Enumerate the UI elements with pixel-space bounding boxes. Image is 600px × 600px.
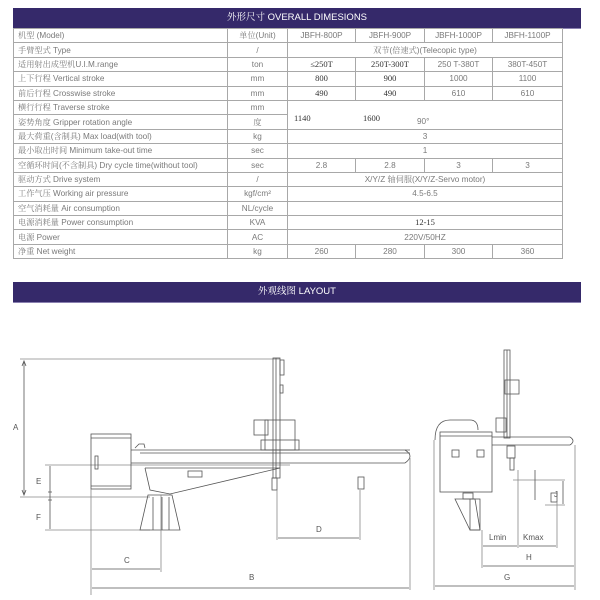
row-param: 电源 Power [14, 230, 228, 244]
row-span-value [288, 115, 563, 129]
row-value: 360 [493, 244, 563, 258]
header-model: JBFH-1100P [493, 29, 563, 43]
row-value: 2.8 [288, 158, 356, 172]
table-row [14, 86, 563, 100]
row-value: 250 T-380T [425, 57, 493, 71]
row-value: 610 [493, 86, 563, 100]
row-param: 驱动方式 Drive system [14, 172, 228, 186]
row-value: 1000 [425, 72, 493, 86]
table-row [14, 216, 563, 230]
row-value: 3 [493, 158, 563, 172]
row-value: 490 [356, 86, 425, 100]
row-unit: sec [228, 158, 288, 172]
rotation-span-value: 90° [417, 117, 430, 127]
row-unit: mm [228, 72, 288, 86]
row-param: 横行行程 Traverse stroke [14, 100, 228, 114]
dim-label-f: F [36, 513, 41, 522]
row-unit: ton [228, 57, 288, 71]
row-unit: 度 [228, 115, 288, 129]
table-row [14, 201, 563, 215]
row-value: 490 [288, 86, 356, 100]
row-unit: mm [228, 100, 288, 114]
row-unit: mm [228, 86, 288, 100]
row-value: 900 [356, 72, 425, 86]
dim-label-h: H [526, 553, 532, 562]
row-param: 空循环时间(不含制具) Dry cycle time(without tool) [14, 158, 228, 172]
table-row [14, 57, 563, 71]
row-span-value: X/Y/Z 轴伺服(X/Y/Z-Servo motor) [288, 172, 563, 186]
front-view-drawing [434, 350, 575, 590]
row-unit: / [228, 43, 288, 57]
row-span-value: 4.5-6.5 [288, 187, 563, 201]
row-value: 260 [288, 244, 356, 258]
row-unit: KVA [228, 216, 288, 230]
row-value: ≤250T [288, 57, 356, 71]
row-span-value: 220V/50HZ [288, 230, 563, 244]
table-row [14, 43, 563, 57]
row-span-value: 双节(倍速式)(Telecopic type) [288, 43, 563, 57]
side-view-drawing [20, 358, 410, 595]
table-row [14, 129, 563, 143]
layout-section-title: 外观线图 LAYOUT [13, 282, 581, 303]
row-param: 上下行程 Vertical stroke [14, 72, 228, 86]
header-param: 机型 (Model) [14, 29, 228, 43]
dim-label-a: A [13, 423, 19, 432]
dim-label-lmin: Lmin [489, 533, 507, 542]
rotation-value-800: 1140 [294, 114, 311, 124]
row-span-value: 12-15 [288, 216, 563, 230]
row-unit: NL/cycle [228, 201, 288, 215]
row-unit: kg [228, 244, 288, 258]
row-param: 手臂型式 Type [14, 43, 228, 57]
table-row [14, 100, 563, 114]
dim-label-j: J [554, 490, 558, 499]
row-value: 300 [425, 244, 493, 258]
header-unit: 单位(Unit) [228, 29, 288, 43]
row-unit: kg [228, 129, 288, 143]
dim-label-c: C [124, 556, 130, 565]
spec-table [13, 28, 563, 259]
row-param: 空气消耗量 Air consumption [14, 201, 228, 215]
row-value: 2.8 [356, 158, 425, 172]
row-unit: / [228, 172, 288, 186]
row-value: 1100 [493, 72, 563, 86]
row-value: 380T-450T [493, 57, 563, 71]
row-value: 800 [288, 72, 356, 86]
row-param: 净重 Net weight [14, 244, 228, 258]
row-param: 最小取出时间 Minimum take-out time [14, 144, 228, 158]
dim-label-kmax: Kmax [523, 533, 544, 542]
row-param: 最大荷重(含制具) Max load(with tool) [14, 129, 228, 143]
table-row [14, 172, 563, 186]
table-row [14, 144, 563, 158]
dim-label-d: D [316, 525, 322, 534]
table-header-row [14, 29, 563, 43]
table-row [14, 158, 563, 172]
table-row [14, 244, 563, 258]
dim-label-b: B [249, 573, 255, 582]
table-row [14, 230, 563, 244]
row-value: 280 [356, 244, 425, 258]
table-row [14, 72, 563, 86]
row-span-value: 1 [288, 144, 563, 158]
row-value: 610 [425, 86, 493, 100]
dim-label-g: G [504, 573, 511, 582]
header-model: JBFH-800P [288, 29, 356, 43]
row-param: 前后行程 Crosswise stroke [14, 86, 228, 100]
row-param: 工作气压 Working air pressure [14, 187, 228, 201]
row-span-value: 3 [288, 129, 563, 143]
dim-label-e: E [36, 477, 42, 486]
table-row [14, 187, 563, 201]
header-model: JBFH-900P [356, 29, 425, 43]
row-value [288, 100, 563, 114]
row-unit: sec [228, 144, 288, 158]
row-value: 3 [425, 158, 493, 172]
row-param: 适用射出成型机U.I.M.range [14, 57, 228, 71]
header-model: JBFH-1000P [425, 29, 493, 43]
row-span-value [288, 201, 563, 215]
layout-drawing [0, 300, 600, 600]
rotation-value-900: 1600 [363, 114, 380, 124]
row-param: 姿势角度 Gripper rotation angle [14, 115, 228, 129]
row-value: 250T-300T [356, 57, 425, 71]
row-unit: AC [228, 230, 288, 244]
spec-section-title: 外形尺寸 OVERALL DIMESIONS [13, 8, 581, 29]
table-row [14, 115, 563, 129]
row-param: 电源消耗量 Power consumption [14, 216, 228, 230]
row-unit: kgf/cm² [228, 187, 288, 201]
